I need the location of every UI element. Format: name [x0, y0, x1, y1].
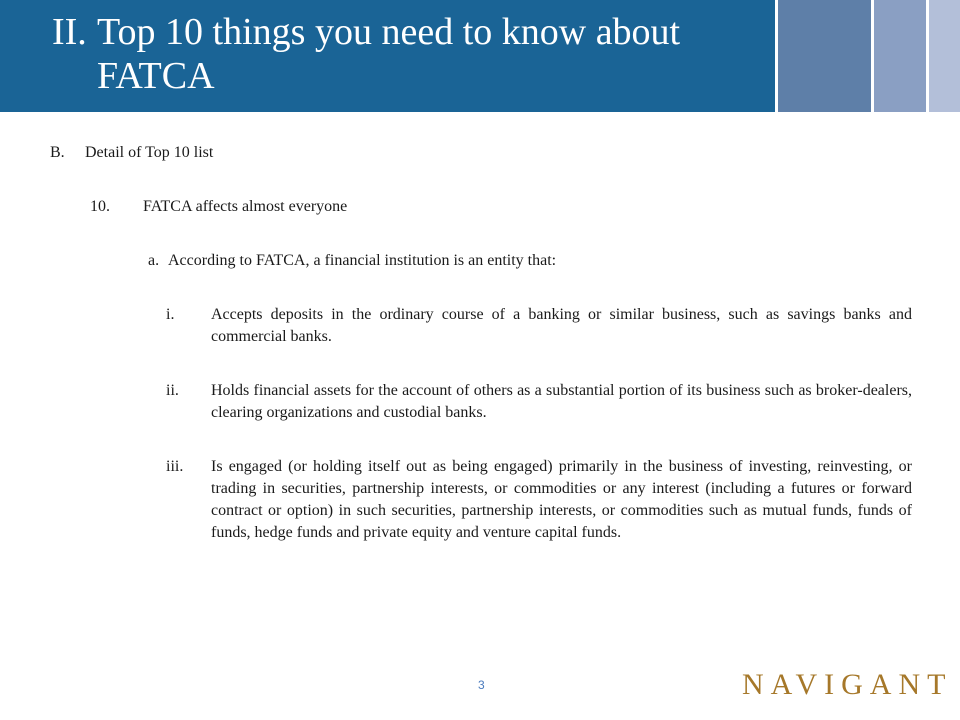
- outline-text: Detail of Top 10 list: [85, 144, 214, 161]
- title-line: Top 10 things you need to know about: [97, 11, 681, 53]
- outline-text: Holds financial assets for the account of others as a substantial portion of its business such as broker-dealers, clearing organizations and custodial banks.: [211, 382, 912, 421]
- outline-label: iii.: [166, 458, 184, 475]
- outline-text: According to FATCA, a financial institution is an entity that:: [168, 252, 557, 269]
- title-number: II.: [52, 11, 87, 53]
- logo-text: NAVIGANT: [742, 668, 953, 701]
- outline-text: FATCA affects almost everyone: [143, 198, 348, 215]
- outline-label: B.: [50, 144, 65, 161]
- page-number: 3: [478, 678, 485, 692]
- outline-label: ii.: [166, 382, 179, 399]
- title-line: FATCA: [97, 55, 215, 97]
- navigant-logo: [742, 668, 953, 701]
- outline-label: a.: [148, 252, 160, 269]
- outline-label: i.: [166, 306, 175, 323]
- outline-text: Is engaged (or holding itself out as being engaged) primarily in the business of investing, reinvesting, or trading in securities, partnership interests, or commodities or any interest (including a futures or forward contract or option) in such securities, partnership interests, or commodities such as mutual funds, funds of funds, hedge funds and private equity and venture capital funds.: [211, 458, 912, 541]
- outline-text: Accepts deposits in the ordinary course of a banking or similar business, such as savings banks and commercial banks.: [211, 306, 912, 345]
- outline-label: 10.: [90, 198, 110, 215]
